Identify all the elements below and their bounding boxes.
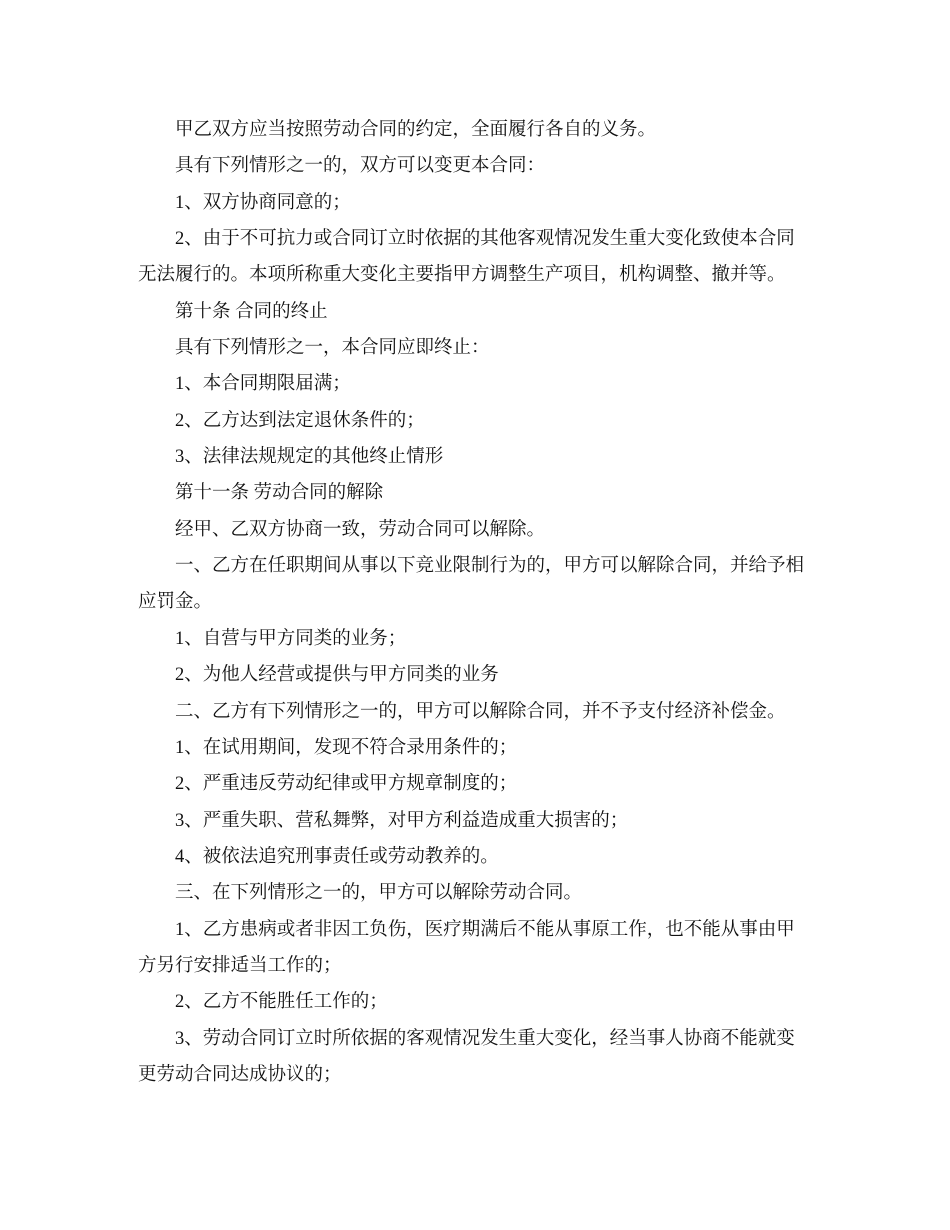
list-item: 1、自营与甲方同类的业务；	[175, 628, 407, 649]
clause-item: 一、乙方在任职期间从事以下竞业限制行为的，甲方可以解除合同，并给予相应罚金。	[138, 556, 805, 613]
list-item: 2、由于不可抗力或合同订立时依据的其他客观情况发生重大变化致使本合同无法履行的。本项所称重大变化主要指甲方调整生产项目，机构调整、撤并等。	[138, 229, 795, 286]
paragraph: 具有下列情形之一的，双方可以变更本合同：	[175, 156, 546, 177]
section-heading: 第十条 合同的终止	[175, 301, 328, 322]
list-item: 2、乙方达到法定退休条件的；	[175, 410, 425, 431]
list-item: 3、劳动合同订立时所依据的客观情况发生重大变化，经当事人协商不能就变更劳动合同达成协议的；	[138, 1028, 795, 1085]
list-item: 1、本合同期限届满；	[175, 374, 351, 395]
list-item: 1、双方协商同意的；	[175, 192, 351, 213]
clause-item: 二、乙方有下列情形之一的，甲方可以解除合同，并不予支付经济补偿金。	[175, 701, 786, 722]
section-heading: 第十一条 劳动合同的解除	[175, 483, 384, 504]
list-item: 2、严重违反劳动纪律或甲方规章制度的；	[175, 774, 518, 795]
list-item: 1、在试用期间，发现不符合录用条件的；	[175, 737, 518, 758]
document-body	[138, 112, 810, 1093]
clause-item: 三、在下列情形之一的，甲方可以解除劳动合同。	[175, 883, 583, 904]
paragraph: 甲乙双方应当按照劳动合同的约定，全面履行各自的义务。	[175, 120, 657, 140]
list-item: 1、乙方患病或者非因工负伤，医疗期满后不能从事原工作，也不能从事由甲方另行安排适当工作的；	[138, 919, 795, 976]
list-item: 2、乙方不能胜任工作的；	[175, 992, 388, 1013]
paragraph: 经甲、乙双方协商一致，劳动合同可以解除。	[175, 519, 546, 540]
list-item: 3、法律法规规定的其他终止情形	[175, 447, 444, 468]
list-item: 2、为他人经营或提供与甲方同类的业务	[175, 665, 499, 686]
paragraph: 具有下列情形之一，本合同应即终止：	[175, 338, 490, 359]
list-item: 3、严重失职、营私舞弊，对甲方利益造成重大损害的；	[175, 810, 629, 831]
list-item: 4、被依法追究刑事责任或劳动教养的。	[175, 846, 499, 867]
